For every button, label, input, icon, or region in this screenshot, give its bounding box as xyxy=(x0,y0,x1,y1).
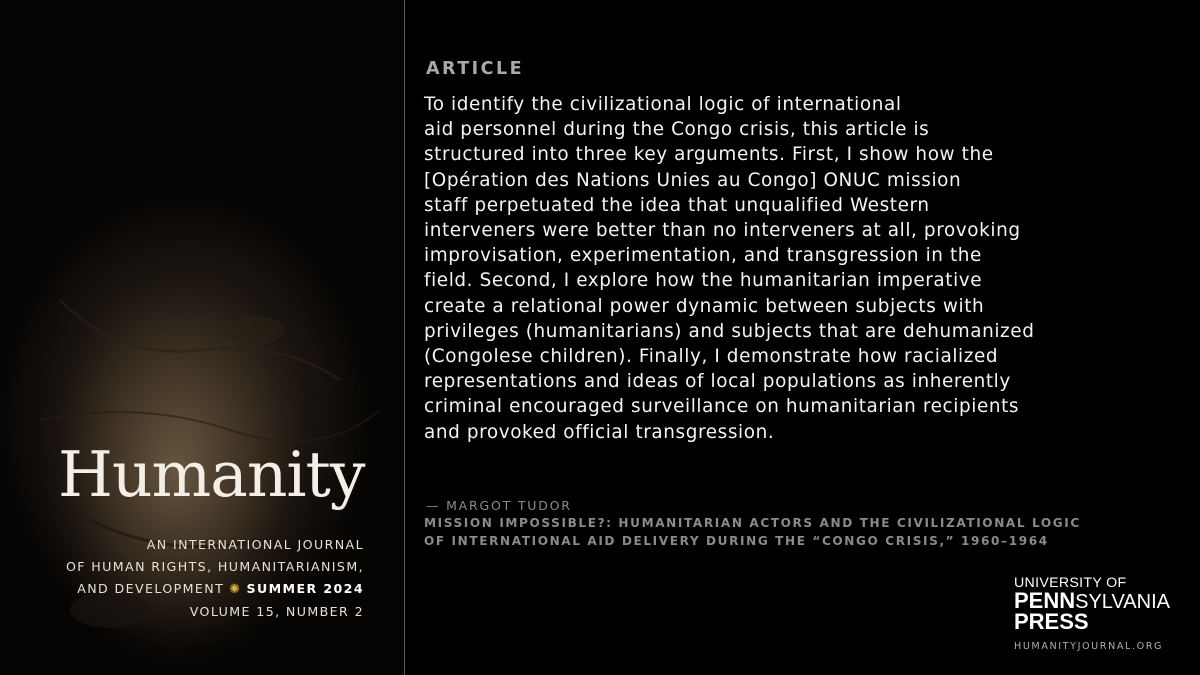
publisher-line-3: PRESS xyxy=(1014,609,1089,634)
quote-line: (Congolese children). Finally, I demonstrate how racialized xyxy=(424,346,999,368)
journal-website: HUMANITYJOURNAL.ORG xyxy=(1014,641,1164,652)
quote-line: field. Second, I explore how the humanitarian imperative xyxy=(424,270,983,292)
issue-season: SUMMER 2024 xyxy=(246,581,364,596)
journal-subtitle xyxy=(66,534,364,623)
journal-cover xyxy=(0,0,404,675)
article-source-title xyxy=(424,514,1081,550)
publisher-line-1: UNIVERSITY OF xyxy=(1014,575,1127,591)
source-title-line-1: MISSION IMPOSSIBLE?: HUMANITARIAN ACTORS AND THE CIVILIZATIONAL LOGIC xyxy=(424,516,1081,530)
article-quote xyxy=(424,92,1192,445)
subtitle-line-3 xyxy=(66,578,364,601)
subtitle-line-2: OF HUMAN RIGHTS, HUMANITARIANISM, xyxy=(65,559,364,574)
quote-line: improvisation, experimentation, and transgression in the xyxy=(424,245,982,267)
article-tag: ARTICLE xyxy=(426,59,525,79)
quote-line: interveners were better than no interveners at all, provoking xyxy=(424,220,1021,242)
quote-line: criminal encouraged surveillance on humanitarian recipients xyxy=(424,396,1020,418)
source-title-line-2: OF INTERNATIONAL AID DELIVERY DURING THE “CONGO CRISIS,” 1960–1964 xyxy=(424,534,1049,548)
subtitle-line-3-text: AND DEVELOPMENT xyxy=(77,581,225,596)
quote-line: and provoked official transgression. xyxy=(424,421,775,443)
quote-line: representations and ideas of local populations as inherently xyxy=(424,371,1011,393)
quote-line: privileges (humanitarians) and subjects that are dehumanized xyxy=(424,320,1035,342)
journal-masthead: Humanity xyxy=(58,438,365,511)
publisher-logo xyxy=(1014,575,1170,632)
quote-line: staff perpetuated the idea that unqualified Western xyxy=(424,194,930,216)
quote-line: To identify the civilizational logic of international xyxy=(424,94,902,115)
quote-line: aid personnel during the Congo crisis, this article is xyxy=(424,119,930,141)
quote-line: structured into three key arguments. First, I show how the xyxy=(424,144,994,166)
journal-logo-icon: ✺ xyxy=(229,582,242,597)
publisher-line-2-bold: PENN xyxy=(1014,588,1076,613)
quote-author: — MARGOT TUDOR xyxy=(426,498,572,513)
issue-volume: VOLUME 15, NUMBER 2 xyxy=(189,604,364,619)
quote-line: create a relational power dynamic between subjects with xyxy=(424,295,985,317)
subtitle-line-1: AN INTERNATIONAL JOURNAL xyxy=(146,537,364,552)
panel-divider xyxy=(404,0,405,675)
quote-line: [Opération des Nations Unies au Congo] ONUC mission xyxy=(424,169,962,191)
publisher-line-2-rest: SYLVANIA xyxy=(1075,591,1170,613)
